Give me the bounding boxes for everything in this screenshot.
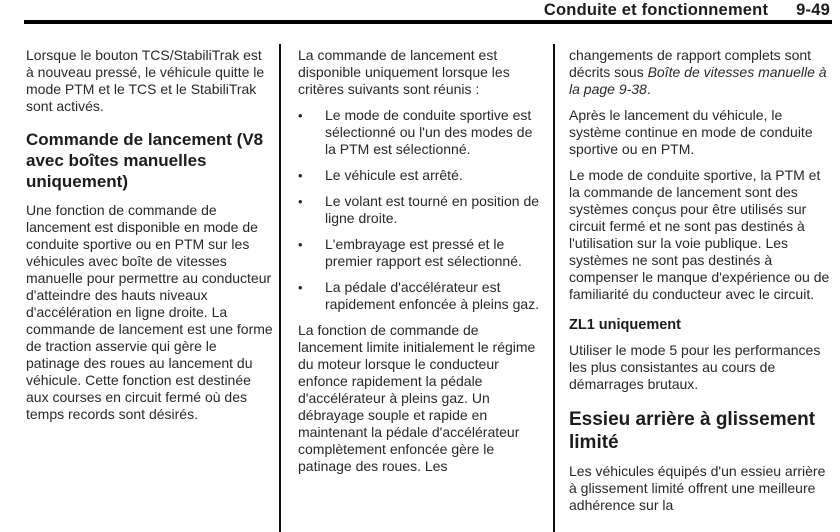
- paragraph: Le mode de conduite sportive, la PTM et la commande de lancement sont des systèmes conçus pour être utilisés sur circuit fermé et ne sont pas destinés à l'utilisation sur la voie publique. Les systèmes ne sont pas destinés à compenser le manque d'expérience ou de familiarité du conducteur avec le circuit.: [569, 167, 830, 302]
- paragraph: Une fonction de commande de lancement est disponible en mode de conduite sportive ou en PTM sur les véhicules avec boîte de vitesses manuelle pour permettre au conducteur d'atteindre des hauts niveaux d'accélération en ligne droite. La commande de lancement est une forme de traction asservie qui gère le patinage des roues au lancement du véhicule. Cette fonction est destinée aux courses en circuit fermé où des temps records sont désirés.: [26, 202, 273, 422]
- list-item-text: L'embrayage est pressé et le premier rapport est sélectionné.: [325, 236, 522, 269]
- page-number: 9-49: [796, 1, 830, 19]
- paragraph: [569, 47, 832, 98]
- bullet-icon: •: [298, 237, 303, 252]
- running-header-title: Conduite et fonctionnement: [543, 1, 769, 19]
- list-item: [298, 167, 545, 184]
- list-item-text: La pédale d'accélérateur est rapidement enfoncée à pleins gaz.: [325, 279, 540, 312]
- text-columns: [0, 44, 840, 532]
- running-header: [24, 1, 830, 20]
- bullet-icon: •: [298, 194, 303, 209]
- list-item: [298, 236, 545, 270]
- header-rule: [24, 20, 832, 24]
- bullet-icon: •: [298, 280, 303, 295]
- column-1: [0, 44, 279, 532]
- list-item-text: Le mode de conduite sportive est sélectionné ou l'un des modes de la PTM est sélectionné.: [325, 107, 533, 157]
- paragraph: Les véhicules équipés d'un essieu arrière à glissement limité offrent une meilleure adhérence sur la: [569, 463, 826, 513]
- criteria-bullet-list: [298, 107, 545, 313]
- section-heading-commande-de-lancement: Commande de lancement (V8 avec boîtes manuelles uniquement): [26, 130, 264, 191]
- cross-reference-italic: Boîte de vitesses manuelle à la page 9-38: [569, 64, 827, 97]
- paragraph: Utiliser le mode 5 pour les performances les plus consistantes au cours de démarrages brutaux.: [569, 342, 821, 392]
- bullet-icon: •: [298, 168, 303, 183]
- column-2: [281, 44, 553, 532]
- paragraph-text: .: [646, 81, 651, 97]
- list-item-text: Le véhicule est arrêté.: [325, 167, 463, 183]
- list-item: [298, 193, 545, 227]
- list-item: [298, 107, 545, 158]
- list-item: [298, 279, 545, 313]
- paragraph: La fonction de commande de lancement limite initialement le régime du moteur lorsque le conducteur enfonce rapidement la pédale d'accélérateur à pleins gaz. Un débrayage souple et rapide en maintenant la pédale d'accélérateur complètement enfoncée gère le patinage des roues. Les: [298, 322, 536, 474]
- paragraph: Après le lancement du véhicule, le système continue en mode de conduite sportive ou en PTM.: [569, 107, 813, 157]
- column-3: [555, 44, 840, 532]
- paragraph: La commande de lancement est disponible uniquement lorsque les critères suivants sont réunis :: [298, 47, 510, 97]
- bullet-icon: •: [298, 108, 303, 123]
- paragraph-text: changements de rapport complets sont décrits sous: [569, 47, 812, 80]
- list-item-text: Le volant est tourné en position de ligne droite.: [325, 193, 540, 226]
- subsection-heading-zl1: ZL1 uniquement: [569, 317, 681, 333]
- section-heading-essieu-arriere: Essieu arrière à glissement limité: [569, 409, 816, 453]
- paragraph: Lorsque le bouton TCS/StabiliTrak est à nouveau pressé, le véhicule quitte le mode PTM et le TCS et le StabiliTrak sont activés.: [26, 47, 265, 114]
